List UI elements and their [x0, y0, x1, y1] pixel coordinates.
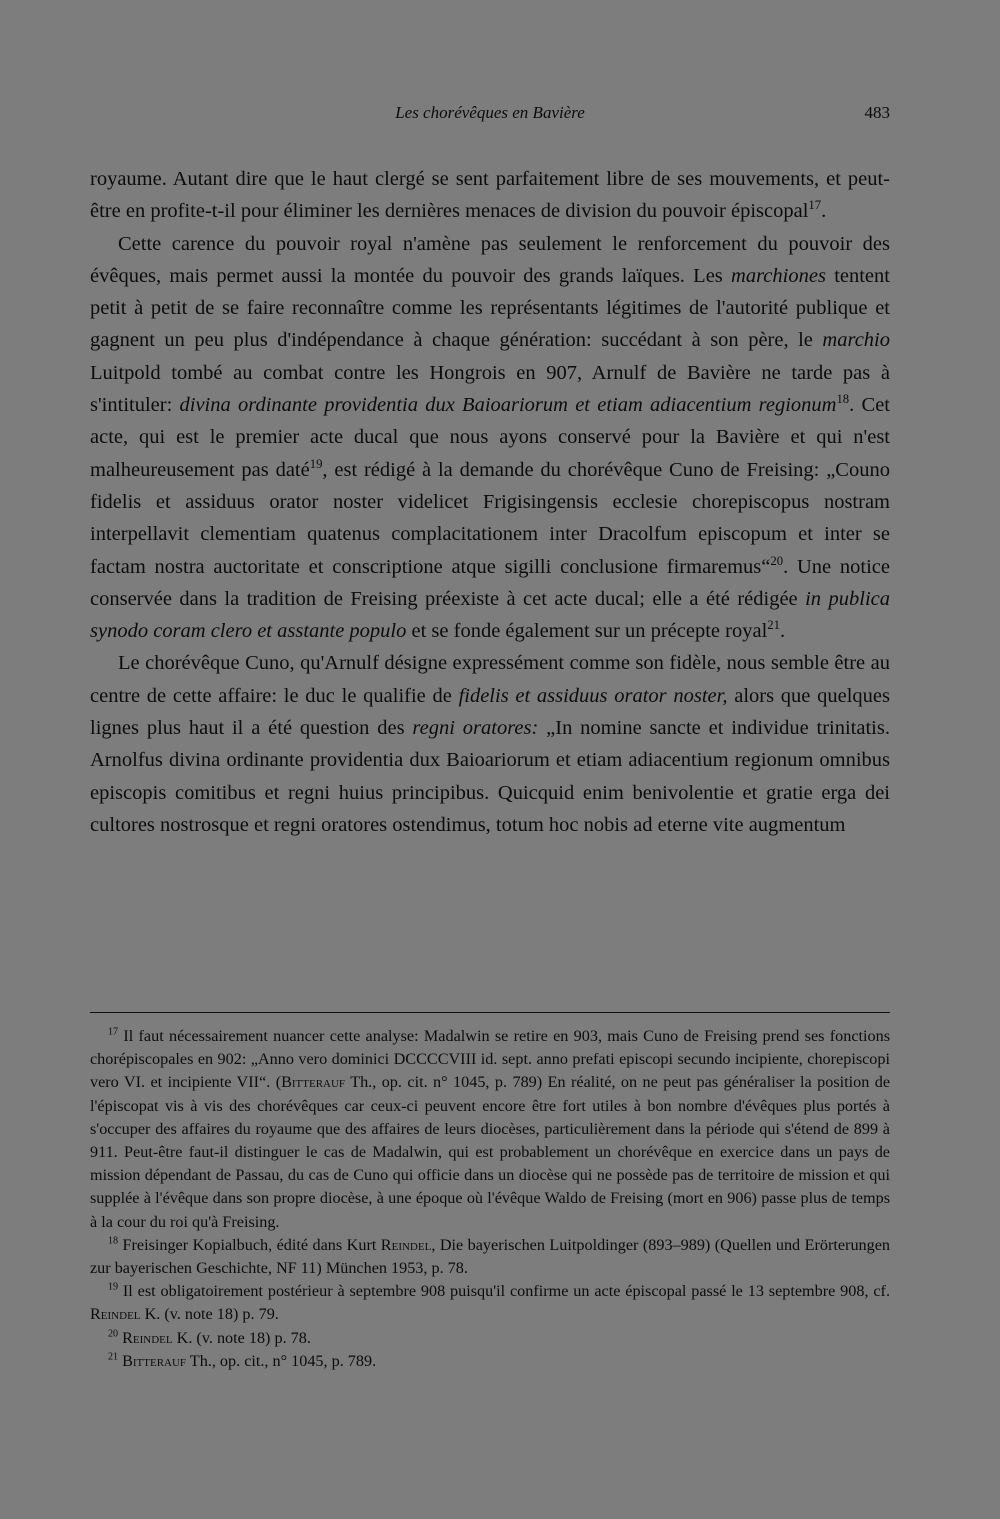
text-run: K. (v. note 18) p. 78. — [172, 1328, 311, 1347]
text-run: . — [821, 200, 827, 223]
footnote-ref-18: 18 — [836, 392, 850, 407]
footnote-20 — [90, 1327, 890, 1350]
footnote-number: 17 — [108, 1026, 119, 1038]
text-run: . Cet acte, qui est le premier acte ducal que nous ayons conservé pour la Bavière et qui n'est malheureusement pas daté — [90, 394, 890, 481]
author-name: Reindel — [118, 1328, 173, 1347]
text-run: . — [779, 620, 786, 643]
paragraph-3 — [90, 647, 890, 841]
text-run: Luitpold tombé au combat contre les Hongrois en 907, Arnulf de Bavière ne tarde pas à s'intituler: — [90, 361, 890, 417]
main-text — [90, 163, 890, 841]
text-run: et se fonde également sur un précepte royal — [406, 620, 768, 643]
text-run: royaume. Autant dire que le haut clergé se sent parfaitement libre de ses mouvements, et peut-être en profite-t-il pour éliminer les dernières menaces de division du pouvoir épiscopal — [90, 168, 890, 223]
page-number: 483 — [864, 103, 890, 122]
footnote-separator — [90, 1012, 890, 1013]
author-name: Reindel — [380, 1235, 432, 1254]
text-run: Th., op. cit. n° 1045, p. 789) En réalité, on ne peut pas généraliser la position de l'épiscopat vis à vis des chorévêques car ceux-ci peuvent encore être fort utiles à bon nombre d'évêques plus portés à s'occuper des affaires du royaume que des affaires de leurs diocèses, particulièrement dans la période qui s'étend de 899 à 911. Peut-être faut-il distinguer le cas de Madalwin, qui est probablement un chorévêque en exercice dans un pays de mission dépendant de Passau, du cas de Cuno qui officie dans un diocèse qui ne possède pas de territoire de mission et qui supplée à l'évêque dans son propre diocèse, à une époque où l'évêque Waldo de Freising (mort en 906) passe plus de temps à la cour du roi qu'à Freising. — [90, 1073, 891, 1231]
footnote-21 — [90, 1350, 890, 1373]
footnote-18 — [90, 1234, 890, 1280]
footnote-ref-19: 19 — [309, 456, 323, 471]
footnote-ref-21: 21 — [767, 618, 780, 633]
italic-quote: divina ordinante providentia dux Baioariorum et etiam adiacentium regionum — [179, 394, 837, 417]
text-run: tentent petit à petit de se faire reconnaître comme les représentants légitimes de l'autorité publique et gagnent un peu plus d'indépendance à chaque génération: succédant à son père, le — [90, 264, 890, 352]
running-title: Les chorévêques en Bavière — [395, 103, 585, 122]
footnote-ref-20: 20 — [770, 553, 784, 568]
text-run: alors que quelques lignes plus haut il a été question des — [90, 684, 890, 740]
page-header — [90, 103, 890, 131]
italic-term: marchiones — [731, 264, 826, 287]
text-run: , est rédigé à la demande du chorévêque Cuno de Freising: „Couno fidelis et assiduus orator noster videlicet Frigisingensis ecclesie chorepiscopus nostram interpellavit clementiam quatenus complacitationem inter Dracolfum episcopum et inter se factam nostra auctoritate et conscriptione atque sigilli conclusione firmaremus“ — [90, 458, 890, 578]
text-run: Il est obligatoirement postérieur à septembre 908 puisqu'il confirme un acte épiscopal passé le 13 septembre 908, cf. — [118, 1282, 890, 1301]
author-name: Bitterauf — [118, 1351, 187, 1370]
author-name: Reindel — [90, 1305, 141, 1324]
text-run: . Une notice conservée dans la tradition de Freising préexiste à cet acte ducal; elle a été rédigée — [90, 555, 890, 610]
footnote-number: 21 — [108, 1351, 119, 1363]
footnote-ref-17: 17 — [808, 198, 822, 213]
footnote-number: 19 — [108, 1281, 119, 1293]
footnote-17 — [90, 1025, 890, 1234]
footnote-number: 18 — [108, 1235, 119, 1247]
text-run: , Die bayerischen Luitpoldinger (893–989) (Quellen und Erörterungen zur bayerischen Geschichte, NF 11) München 1953, p. 78. — [90, 1235, 891, 1278]
footnote-number: 20 — [108, 1328, 119, 1340]
text-run: „In nomine sancte et individue trinitatis. Arnolfus divina ordinante providentia dux Baioariorum et etiam adiacentium regionum omnibus episcopis comitibus et regni huius principibus. Quicquid enim benivolentie et gratie erga dei cultores nostrosque et regni oratores ostendimus, totum hoc nobis ad eterne vite augmentum — [90, 717, 890, 836]
italic-quote: regni oratores: — [412, 717, 539, 740]
text-run: K. (v. note 18) p. 79. — [140, 1305, 279, 1324]
author-name: Bitterauf — [281, 1073, 346, 1092]
text-run: Il faut nécessairement nuancer cette analyse: Madalwin se retire en 903, mais Cuno de Freising prend ses fonctions chorépiscopales en 902: „Anno vero dominici DCCCCVIII id. sept. anno prefati episcopi secundo incipiente, chorepiscopi vero VI. et incipiente VII“. ( — [90, 1027, 890, 1092]
paragraph-1 — [90, 163, 890, 228]
italic-quote: fidelis et assiduus orator noster, — [458, 684, 728, 707]
italic-term: marchio — [822, 329, 890, 352]
italic-quote: in publica synodo coram clero et asstante populo — [90, 587, 890, 643]
footnote-19 — [90, 1280, 890, 1326]
text-run: Cette carence du pouvoir royal n'amène pas seulement le renforcement du pouvoir des évêques, mais permet aussi la montée du pouvoir des grands laïques. Les — [90, 232, 890, 287]
paragraph-2 — [90, 228, 890, 648]
text-run: Freisinger Kopialbuch, édité dans Kurt — [118, 1235, 381, 1254]
footnotes — [90, 1025, 890, 1373]
text-run: Th., op. cit., n° 1045, p. 789. — [186, 1351, 377, 1370]
text-run: Le chorévêque Cuno, qu'Arnulf désigne expressément comme son fidèle, nous semble être au centre de cette affaire: le duc le qualifie de — [90, 652, 890, 707]
